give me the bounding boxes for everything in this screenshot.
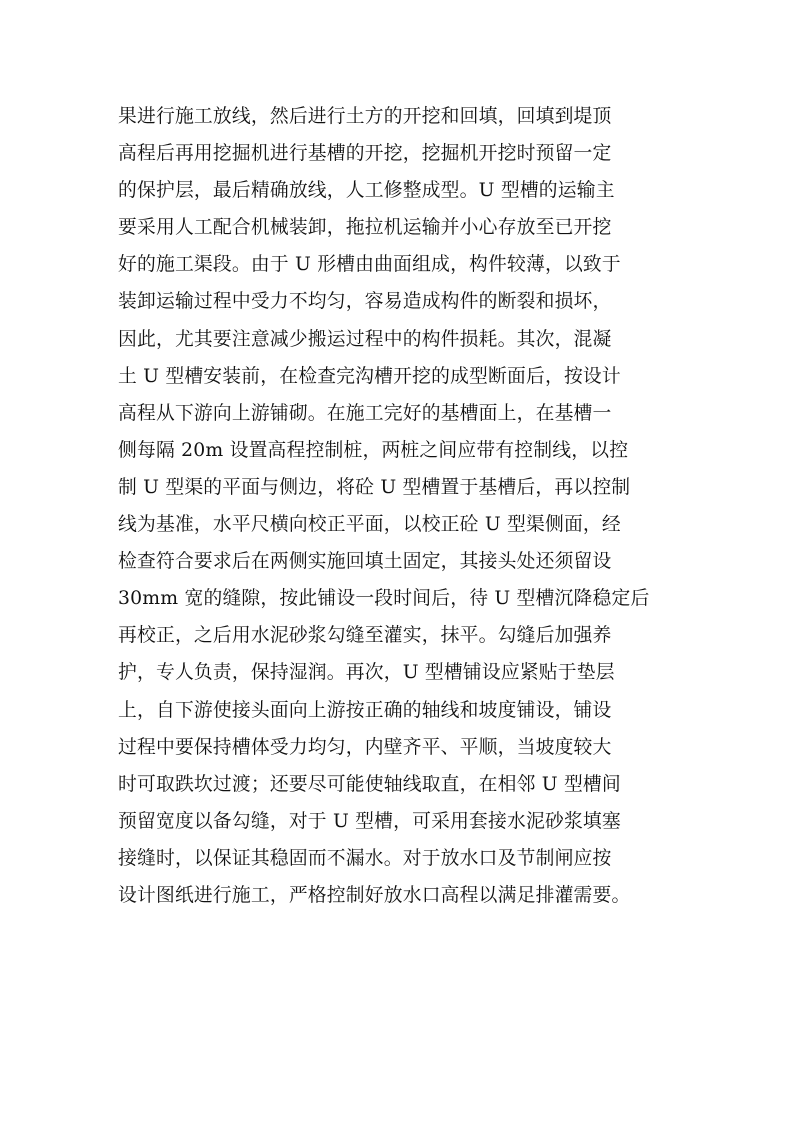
text-line: 好的施工渠段。由于 U 形槽由曲面组成，构件较薄，以致于 xyxy=(118,254,621,276)
text-line: 预留宽度以备勾缝，对于 U 型槽，可采用套接水泥砂浆填塞 xyxy=(118,810,621,832)
text-line: 土 U 型槽安装前，在检查完沟槽开挖的成型断面后，按设计 xyxy=(118,365,621,387)
text-line: 侧每隔 20m 设置高程控制桩，两桩之间应带有控制线，以控 xyxy=(118,439,629,461)
text-line: 装卸运输过程中受力不均匀，容易造成构件的断裂和损坏， xyxy=(118,291,612,313)
text-line: 要采用人工配合机械装卸，拖拉机运输并小心存放至已开挖 xyxy=(118,217,612,239)
text-line: 检查符合要求后在两侧实施回填土固定，其接头处还须留设 xyxy=(118,551,612,573)
text-line: 上，自下游使接头面向上游按正确的轴线和坡度铺设，铺设 xyxy=(118,699,612,721)
text-line: 因此，尤其要注意减少搬运过程中的构件损耗。其次，混凝 xyxy=(118,328,612,350)
text-line: 接缝时，以保证其稳固而不漏水。对于放水口及节制闸应按 xyxy=(118,847,612,869)
text-line: 制 U 型渠的平面与侧边，将砼 U 型槽置于基槽后，再以控制 xyxy=(118,476,631,498)
body-paragraph xyxy=(118,98,678,914)
text-line: 时可取跌坎过渡；还要尽可能使轴线取直，在相邻 U 型槽间 xyxy=(118,773,621,795)
text-line: 线为基准，水平尺横向校正平面，以校正砼 U 型渠侧面，经 xyxy=(118,514,621,536)
text-line: 再校正，之后用水泥砂浆勾缝至灌实，抹平。勾缝后加强养 xyxy=(118,625,612,647)
text-line: 护，专人负责，保持湿润。再次，U 型槽铺设应紧贴于垫层 xyxy=(118,662,615,684)
text-line: 设计图纸进行施工，严格控制好放水口高程以满足排灌需要。 xyxy=(118,884,631,906)
text-line: 果进行施工放线，然后进行土方的开挖和回填，回填到堤顶 xyxy=(118,106,612,127)
text-line: 的保护层，最后精确放线，人工修整成型。U 型槽的运输主 xyxy=(118,180,615,202)
text-line: 高程后再用挖掘机进行基槽的开挖，挖掘机开挖时预留一定 xyxy=(118,143,612,165)
text-line: 30mm 宽的缝隙，按此铺设一段时间后，待 U 型槽沉降稳定后 xyxy=(118,588,650,610)
text-line: 高程从下游向上游铺砌。在施工完好的基槽面上，在基槽一 xyxy=(118,402,612,424)
text-line: 过程中要保持槽体受力均匀，内壁齐平、平顺，当坡度较大 xyxy=(118,736,612,758)
